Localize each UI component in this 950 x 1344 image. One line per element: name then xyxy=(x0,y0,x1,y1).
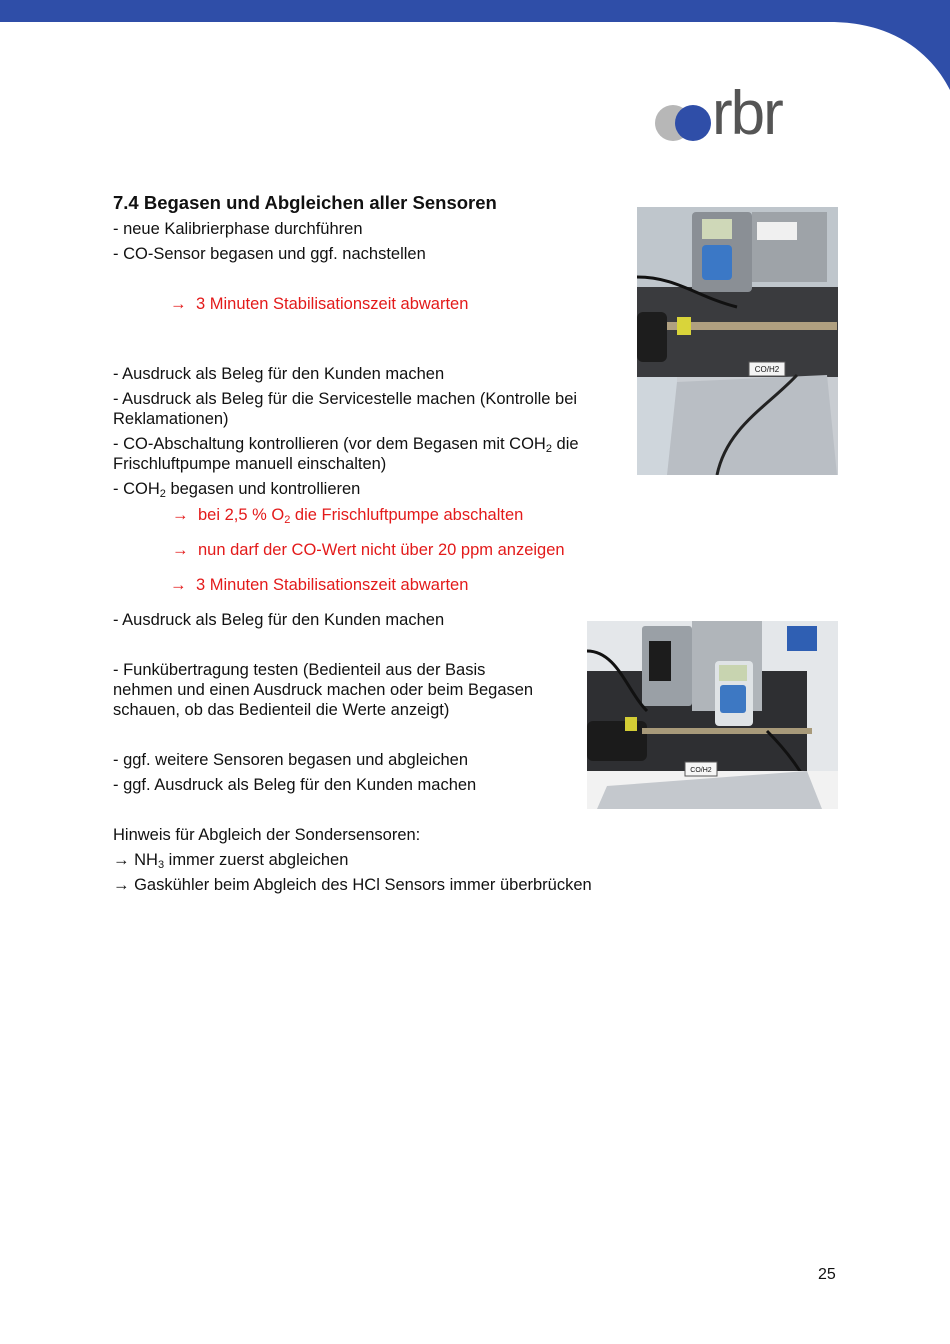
arrow-right-icon: → xyxy=(172,541,189,559)
page-number: 25 xyxy=(818,1266,836,1283)
wait-note-2: → 3 Minuten Stabilisationszeit abwarten xyxy=(170,576,469,594)
photo-radio-graphic xyxy=(587,621,838,809)
print-customer-1: - Ausdruck als Beleg für den Kunden machen xyxy=(113,365,445,383)
arrow-right-icon: → xyxy=(170,295,187,313)
note-title: Hinweis für Abgleich der Sondersensoren: xyxy=(113,826,421,844)
coh2-step: - $COH_2$ begasen und kontrollieren xyxy=(113,480,361,500)
print-customer-3: - ggf. Ausdruck als Beleg für den Kunden machen xyxy=(113,776,477,794)
logo-blue-circle xyxy=(675,105,711,141)
step-new-calibration: - neue Kalibrierphase durchführen xyxy=(113,220,363,238)
print-service-line2: Reklamationen) xyxy=(113,410,229,428)
print-service-line1: - Ausdruck als Beleg für die Servicestelle machen (Kontrolle bei xyxy=(113,390,578,408)
arrow-right-icon: → xyxy=(170,576,187,594)
radio-test-line3: schauen, ob das Bedienteil die Werte anzeigt) xyxy=(113,701,450,719)
photo-calibration-graphic xyxy=(637,207,838,475)
more-sensors: - ggf. weitere Sensoren begasen und abgleichen xyxy=(113,751,468,769)
radio-test-line1: - Funkübertragung testen (Bedienteil aus der Basis xyxy=(113,661,486,679)
header-band xyxy=(0,0,950,95)
photo-radio-test xyxy=(587,621,838,809)
arrow-right-icon: → xyxy=(113,876,130,894)
o2-note: → bei 2,5 % $O_2$ die Frischluftpumpe abschalten xyxy=(172,506,524,526)
rbr-logo xyxy=(650,79,820,150)
co-shutdown-line1: - CO-Abschaltung kontrollieren (vor dem Begasen mit $COH_2$ die xyxy=(113,435,579,455)
section-title: 7.4 Begasen und Abgleichen aller Sensoren xyxy=(113,192,497,213)
print-customer-2: - Ausdruck als Beleg für den Kunden machen xyxy=(113,611,445,629)
note-nh3: → $NH_3$ immer zuerst abgleichen xyxy=(113,851,349,871)
co-shutdown-line2: Frischluftpumpe manuell einschalten) xyxy=(113,455,387,473)
wait-note-1: → 3 Minuten Stabilisationszeit abwarten xyxy=(170,295,469,313)
arrow-right-icon: → xyxy=(172,506,189,524)
gas-bag-label: CO/H2 xyxy=(754,365,780,374)
radio-test-line2: nehmen und einen Ausdruck machen oder beim Begasen xyxy=(113,681,534,699)
arrow-right-icon: → xyxy=(113,851,130,869)
note-hcl: → Gaskühler beim Abgleich des HCl Sensors immer überbrücken xyxy=(113,876,592,894)
photo-calibration-setup xyxy=(637,207,838,475)
gas-bag-label: CO/H2 xyxy=(690,767,712,774)
step-co-sensor: - CO-Sensor begasen und ggf. nachstellen xyxy=(113,245,426,263)
logo-text: rbr xyxy=(712,79,782,148)
co-limit-note: → nun darf der CO-Wert nicht über 20 ppm anzeigen xyxy=(172,541,565,559)
